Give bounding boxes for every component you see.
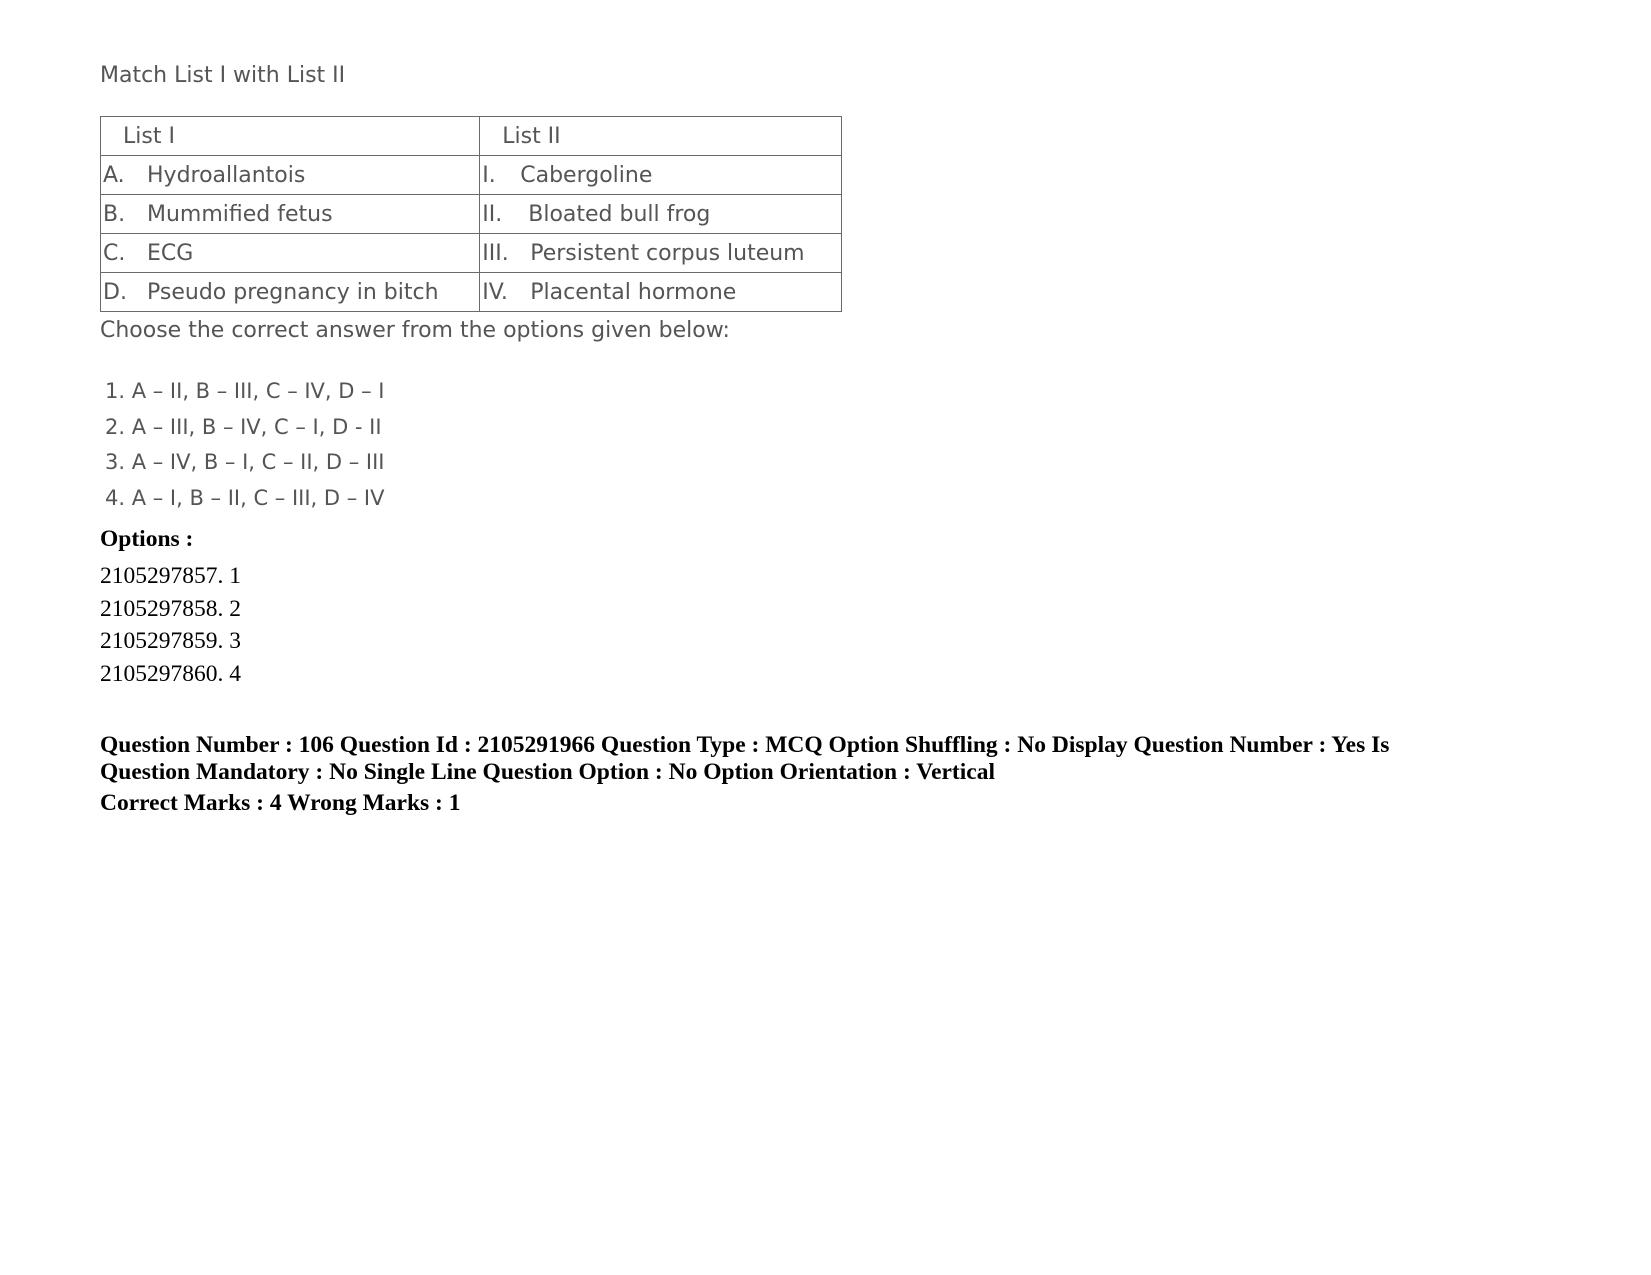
option-id-item: 2105297857. 1	[100, 563, 241, 589]
list-1-item-text: Mummified fetus	[147, 201, 333, 227]
option-id-item: 2105297860. 4	[100, 660, 241, 687]
list-1-item-number: A.	[103, 162, 125, 188]
list-1-item-text: Pseudo pregnancy in bitch	[147, 279, 439, 305]
answer-choice: 3. A – IV, B – I, C – II, D – III	[105, 450, 385, 474]
list-2-item-number: I.	[482, 162, 496, 188]
list-2-cell	[480, 273, 842, 312]
table-row	[101, 195, 842, 234]
list-1-cell	[101, 273, 480, 312]
list-1-item-text: ECG	[147, 240, 194, 266]
option-id-list	[100, 560, 241, 690]
list-1-item-text: Hydroallantois	[147, 162, 306, 188]
answer-choice: 2. A – III, B – IV, C – I, D - II	[105, 414, 382, 439]
list-2-item-text: Placental hormone	[530, 279, 737, 305]
match-table	[100, 116, 842, 312]
list-1-item-number: D.	[103, 279, 127, 305]
table-row	[101, 156, 842, 195]
list-2-cell	[480, 156, 842, 195]
list-2-item-text: Bloated bull frog	[528, 201, 711, 227]
instruction-text: Choose the correct answer from the options given below:	[100, 318, 730, 343]
list-2-item-number: IV.	[482, 279, 508, 305]
question-image	[100, 58, 860, 516]
list-2-item-text: Cabergoline	[520, 162, 653, 188]
question-info: Question Number : 106 Question Id : 2105291966 Question Type : MCQ Option Shuffling : No Display Question Number : Yes Is Question Mandatory : No Single Line Question Option : No Option Orientation : Vertical	[100, 732, 1390, 785]
table-row	[101, 273, 842, 312]
list-2-item-number: II.	[482, 201, 503, 227]
marks-info: Correct Marks : 4 Wrong Marks : 1	[100, 790, 461, 816]
option-id-item: 2105297859. 3	[100, 628, 241, 654]
answer-choices	[100, 374, 860, 516]
list-1-header: List I	[101, 117, 480, 156]
list-1-cell	[101, 234, 480, 273]
table-row	[101, 234, 842, 273]
list-2-cell	[480, 234, 842, 273]
list-1-item-number: C.	[103, 240, 126, 266]
list-1-cell	[101, 195, 480, 234]
option-id-item: 2105297858. 2	[100, 595, 241, 622]
answer-choice: 4. A – I, B – II, C – III, D – IV	[105, 485, 385, 510]
list-1-item-number: B.	[103, 201, 126, 227]
table-header-row	[101, 117, 842, 156]
list-2-item-number: III.	[482, 240, 509, 266]
question-stem: Match List I with List II	[100, 63, 346, 88]
answer-choice: 1. A – II, B – III, C – IV, D – I	[105, 379, 385, 403]
list-2-cell	[480, 195, 842, 234]
list-2-header: List II	[480, 117, 842, 156]
options-label: Options :	[100, 526, 194, 552]
list-1-cell	[101, 156, 480, 195]
list-2-item-text: Persistent corpus luteum	[530, 240, 805, 266]
